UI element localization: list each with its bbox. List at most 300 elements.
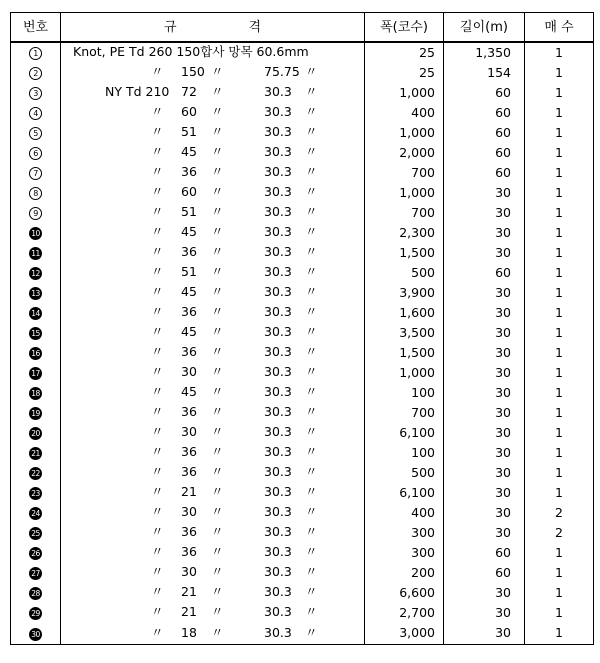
spec-mesh: 30.3 (264, 544, 292, 559)
spec-cell (61, 63, 365, 83)
spec-mesh: 30.3 (264, 164, 292, 179)
row-number-cell (11, 183, 61, 203)
length-cell (444, 223, 525, 243)
row-number-cell (11, 323, 61, 343)
spec-mesh: 75.75 (264, 64, 300, 79)
table-row (11, 323, 594, 343)
count-value: 1 (525, 83, 594, 103)
spec-ditto-2: 〃 (211, 84, 224, 99)
row-number-cell (11, 523, 61, 543)
spec-mesh: 30.3 (264, 404, 292, 419)
spec-ditto-3: 〃 (305, 104, 318, 119)
width-value: 1,000 (399, 124, 435, 140)
spec-cell (61, 443, 365, 463)
table-row (11, 243, 594, 263)
spec-ditto-1: 〃 (151, 164, 164, 179)
spec-ply: 150 (181, 64, 205, 79)
row-number-cell (11, 123, 61, 143)
spec-line (61, 183, 364, 203)
spec-line (61, 603, 364, 623)
width-cell (365, 403, 444, 423)
spec-line (61, 43, 364, 63)
row-number: 12 (29, 267, 42, 280)
width-cell (365, 423, 444, 443)
row-number-cell (11, 403, 61, 423)
spec-ditto-3: 〃 (305, 444, 318, 459)
length-cell (444, 583, 525, 603)
spec-cell (61, 563, 365, 583)
table-row (11, 403, 594, 423)
length-cell (444, 283, 525, 303)
count-value: 1 (525, 403, 594, 423)
row-number: 27 (29, 567, 42, 580)
spec-ditto-3: 〃 (305, 184, 318, 199)
spec-ditto-1: 〃 (151, 64, 164, 79)
spec-mesh: 30.3 (264, 284, 292, 299)
row-number: 7 (29, 167, 42, 180)
row-number: 14 (29, 307, 42, 320)
spec-ditto-3: 〃 (305, 404, 318, 419)
spec-ditto-2: 〃 (211, 404, 224, 419)
spec-mesh: 30.3 (264, 384, 292, 399)
spec-ditto-2: 〃 (211, 204, 224, 219)
width-cell (365, 623, 444, 645)
table-row (11, 423, 594, 443)
width-value: 6,100 (399, 424, 435, 440)
spec-ditto-1: 〃 (151, 624, 164, 640)
length-cell (444, 203, 525, 223)
length-cell (444, 143, 525, 163)
width-value: 6,100 (399, 484, 435, 500)
spec-mesh: 30.3 (264, 324, 292, 339)
spec-cell (61, 203, 365, 223)
spec-ditto-2: 〃 (211, 344, 224, 359)
spec-mesh: 30.3 (264, 484, 292, 499)
width-cell (365, 83, 444, 103)
spec-line (61, 383, 364, 403)
header-count: 매 수 (525, 13, 594, 43)
spec-line (61, 243, 364, 263)
length-value: 60 (495, 264, 511, 280)
row-number-cell (11, 163, 61, 183)
length-value: 30 (495, 224, 511, 240)
row-number: 4 (29, 107, 42, 120)
spec-ditto-3: 〃 (305, 264, 318, 279)
spec-line (61, 443, 364, 463)
row-number: 5 (29, 127, 42, 140)
spec-mesh: 30.3 (264, 224, 292, 239)
width-cell (365, 223, 444, 243)
spec-ply: 51 (181, 124, 197, 139)
width-value: 400 (411, 104, 435, 120)
width-cell (365, 343, 444, 363)
count-value: 1 (525, 223, 594, 243)
row-number-cell (11, 463, 61, 483)
count-value: 1 (525, 243, 594, 263)
spec-ditto-1: 〃 (151, 464, 164, 479)
width-cell (365, 443, 444, 463)
spec-mesh: 30.3 (264, 184, 292, 199)
length-cell (444, 463, 525, 483)
spec-ply: 36 (181, 404, 197, 419)
width-cell (365, 583, 444, 603)
spec-ditto-2: 〃 (211, 624, 224, 640)
spec-cell (61, 423, 365, 443)
spec-mesh: 30.3 (264, 204, 292, 219)
spec-cell (61, 583, 365, 603)
width-cell (365, 283, 444, 303)
spec-cell (61, 503, 365, 523)
row-number-cell (11, 423, 61, 443)
table-row (11, 603, 594, 623)
row-number-cell (11, 563, 61, 583)
table-row (11, 543, 594, 563)
spec-mesh: 30.3 (264, 444, 292, 459)
spec-ply: 30 (181, 504, 197, 519)
table-row (11, 363, 594, 383)
table-row (11, 443, 594, 463)
spec-mesh: 30.3 (264, 424, 292, 439)
count-value: 1 (525, 283, 594, 303)
row-number: 10 (29, 227, 42, 240)
spec-cell (61, 323, 365, 343)
spec-line (61, 363, 364, 383)
row-number-cell (11, 303, 61, 323)
spec-ply: 36 (181, 344, 197, 359)
length-cell (444, 363, 525, 383)
row-number-cell (11, 223, 61, 243)
count-value: 1 (525, 203, 594, 223)
width-cell (365, 363, 444, 383)
row-number-cell (11, 203, 61, 223)
width-value: 25 (419, 44, 435, 60)
spec-ply: 60 (181, 184, 197, 199)
spec-line (61, 323, 364, 343)
spec-ditto-3: 〃 (305, 504, 318, 519)
width-value: 2,000 (399, 144, 435, 160)
spec-line (61, 463, 364, 483)
spec-ply: 45 (181, 324, 197, 339)
spec-ditto-1: 〃 (151, 424, 164, 439)
spec-mesh: 30.3 (264, 504, 292, 519)
width-cell (365, 563, 444, 583)
length-cell (444, 483, 525, 503)
length-cell (444, 563, 525, 583)
spec-line (61, 583, 364, 603)
count-value: 1 (525, 603, 594, 623)
spec-ditto-2: 〃 (211, 544, 224, 559)
spec-ditto-3: 〃 (305, 344, 318, 359)
spec-ditto-1: 〃 (151, 304, 164, 319)
row-number: 19 (29, 407, 42, 420)
spec-cell (61, 403, 365, 423)
spec-line (61, 403, 364, 423)
spec-mesh: 30.3 (264, 564, 292, 579)
spec-ditto-2: 〃 (211, 364, 224, 379)
row-number-cell (11, 343, 61, 363)
row-number-cell (11, 103, 61, 123)
length-cell (444, 623, 525, 645)
count-value: 1 (525, 323, 594, 343)
row-number: 3 (29, 87, 42, 100)
count-value: 1 (525, 183, 594, 203)
spec-cell (61, 163, 365, 183)
spec-cell (61, 263, 365, 283)
width-value: 1,000 (399, 364, 435, 380)
spec-mesh: 30.3 (264, 124, 292, 139)
spec-ditto-1: 〃 (151, 124, 164, 139)
spec-line (61, 83, 364, 103)
table-row (11, 183, 594, 203)
spec-material: NY Td 210 (105, 84, 170, 99)
table-row (11, 223, 594, 243)
width-cell (365, 123, 444, 143)
spec-ditto-2: 〃 (211, 244, 224, 259)
length-value: 30 (495, 384, 511, 400)
length-cell (444, 323, 525, 343)
table-row (11, 283, 594, 303)
spec-cell (61, 83, 365, 103)
length-value: 30 (495, 404, 511, 420)
width-value: 1,600 (399, 304, 435, 320)
spec-ditto-3: 〃 (305, 64, 318, 79)
spec-ply: 21 (181, 484, 197, 499)
spec-ditto-3: 〃 (305, 424, 318, 439)
row-number-cell (11, 143, 61, 163)
row-number: 16 (29, 347, 42, 360)
spec-ditto-2: 〃 (211, 384, 224, 399)
width-cell (365, 383, 444, 403)
table-row (11, 483, 594, 503)
spec-ditto-2: 〃 (211, 564, 224, 579)
spec-ditto-2: 〃 (211, 144, 224, 159)
header-spec-1: 규 (163, 19, 177, 35)
row-number: 21 (29, 447, 42, 460)
length-value: 30 (495, 304, 511, 320)
count-value: 1 (525, 463, 594, 483)
spec-line (61, 624, 364, 644)
spec-line (61, 123, 364, 143)
count-value: 1 (525, 583, 594, 603)
table-row (11, 383, 594, 403)
row-number-cell (11, 543, 61, 563)
spec-line (61, 343, 364, 363)
row-number-cell (11, 483, 61, 503)
spec-ditto-3: 〃 (305, 524, 318, 539)
header-length: 길이(m) (444, 13, 525, 43)
row-number: 9 (29, 207, 42, 220)
spec-ditto-1: 〃 (151, 184, 164, 199)
spec-ditto-1: 〃 (151, 384, 164, 399)
row-number: 23 (29, 487, 42, 500)
width-cell (365, 543, 444, 563)
length-value: 30 (495, 184, 511, 200)
table-row (11, 503, 594, 523)
width-cell (365, 263, 444, 283)
row-number-cell (11, 243, 61, 263)
count-value: 1 (525, 123, 594, 143)
table-row (11, 123, 594, 143)
spec-ply: 51 (181, 264, 197, 279)
count-value: 1 (525, 623, 594, 645)
spec-cell (61, 603, 365, 623)
spec-ditto-3: 〃 (305, 564, 318, 579)
spec-ditto-2: 〃 (211, 284, 224, 299)
spec-mesh: 30.3 (264, 524, 292, 539)
length-cell (444, 123, 525, 143)
table-row (11, 203, 594, 223)
width-value: 3,000 (399, 625, 435, 641)
spec-mesh: 30.3 (264, 84, 292, 99)
width-value: 2,700 (399, 604, 435, 620)
row-number: 22 (29, 467, 42, 480)
width-value: 700 (411, 164, 435, 180)
length-value: 60 (495, 144, 511, 160)
row-number-cell (11, 283, 61, 303)
length-cell (444, 603, 525, 623)
length-cell (444, 83, 525, 103)
spec-ditto-1: 〃 (151, 244, 164, 259)
spec-cell (61, 143, 365, 163)
spec-line (61, 223, 364, 243)
width-cell (365, 42, 444, 63)
table-row (11, 263, 594, 283)
spec-cell (61, 123, 365, 143)
spec-ditto-2: 〃 (211, 584, 224, 599)
spec-line (61, 563, 364, 583)
width-cell (365, 143, 444, 163)
spec-cell (61, 223, 365, 243)
length-value: 30 (495, 324, 511, 340)
count-value: 1 (525, 363, 594, 383)
row-number: 25 (29, 527, 42, 540)
spec-cell (61, 623, 365, 645)
table-row (11, 343, 594, 363)
spec-mesh: 30.3 (264, 244, 292, 259)
spec-line (61, 503, 364, 523)
row-number: 17 (29, 367, 42, 380)
spec-ditto-1: 〃 (151, 344, 164, 359)
length-value: 60 (495, 544, 511, 560)
width-value: 500 (411, 264, 435, 280)
row-number: 6 (29, 147, 42, 160)
width-value: 1,500 (399, 244, 435, 260)
spec-ply: 45 (181, 224, 197, 239)
length-value: 30 (495, 625, 511, 641)
spec-ditto-1: 〃 (151, 204, 164, 219)
spec-ditto-2: 〃 (211, 444, 224, 459)
spec-ditto-3: 〃 (305, 464, 318, 479)
spec-ditto-1: 〃 (151, 284, 164, 299)
spec-line (61, 103, 364, 123)
width-value: 1,500 (399, 344, 435, 360)
length-value: 60 (495, 124, 511, 140)
length-cell (444, 163, 525, 183)
spec-mesh: 30.3 (264, 344, 292, 359)
count-value: 1 (525, 263, 594, 283)
spec-ditto-3: 〃 (305, 484, 318, 499)
width-value: 700 (411, 404, 435, 420)
length-cell (444, 42, 525, 63)
spec-ditto-2: 〃 (211, 604, 224, 619)
width-cell (365, 63, 444, 83)
spec-mesh: 30.3 (264, 144, 292, 159)
row-number-cell (11, 42, 61, 63)
length-value: 30 (495, 524, 511, 540)
spec-ditto-1: 〃 (151, 364, 164, 379)
spec-mesh: 30.3 (264, 624, 292, 640)
count-value: 1 (525, 543, 594, 563)
spec-ditto-2: 〃 (211, 104, 224, 119)
table-row (11, 463, 594, 483)
spec-ply: 21 (181, 584, 197, 599)
row-number: 28 (29, 587, 42, 600)
spec-ditto-1: 〃 (151, 524, 164, 539)
header-spec-2: 격 (248, 19, 262, 35)
length-cell (444, 523, 525, 543)
header-width: 폭(코수) (365, 13, 444, 43)
spec-cell (61, 543, 365, 563)
length-cell (444, 403, 525, 423)
spec-full: Knot, PE Td 260 150합사 망목 60.6mm (73, 44, 309, 59)
length-cell (444, 443, 525, 463)
length-value: 60 (495, 84, 511, 100)
spec-ply: 36 (181, 304, 197, 319)
spec-cell (61, 523, 365, 543)
spec-ditto-1: 〃 (151, 264, 164, 279)
spec-ditto-3: 〃 (305, 284, 318, 299)
spec-ditto-2: 〃 (211, 164, 224, 179)
table-row (11, 63, 594, 83)
count-value: 1 (525, 443, 594, 463)
length-cell (444, 423, 525, 443)
length-cell (444, 343, 525, 363)
row-number-cell (11, 603, 61, 623)
width-value: 2,300 (399, 224, 435, 240)
spec-ditto-2: 〃 (211, 464, 224, 479)
spec-line (61, 423, 364, 443)
width-cell (365, 323, 444, 343)
length-cell (444, 543, 525, 563)
length-cell (444, 303, 525, 323)
spec-mesh: 30.3 (264, 264, 292, 279)
row-number: 1 (29, 47, 42, 60)
length-value: 30 (495, 484, 511, 500)
count-value: 2 (525, 503, 594, 523)
width-cell (365, 163, 444, 183)
length-value: 30 (495, 504, 511, 520)
row-number-cell (11, 583, 61, 603)
length-cell (444, 63, 525, 83)
spec-ditto-3: 〃 (305, 144, 318, 159)
spec-ditto-1: 〃 (151, 564, 164, 579)
width-value: 300 (411, 524, 435, 540)
spec-cell (61, 283, 365, 303)
row-number-cell (11, 63, 61, 83)
spec-cell (61, 483, 365, 503)
row-number: 13 (29, 287, 42, 300)
spec-ply: 36 (181, 444, 197, 459)
length-value: 30 (495, 424, 511, 440)
spec-ply: 45 (181, 144, 197, 159)
row-number-cell (11, 263, 61, 283)
row-number-cell (11, 363, 61, 383)
spec-mesh: 30.3 (264, 584, 292, 599)
row-number: 20 (29, 427, 42, 440)
spec-ply: 51 (181, 204, 197, 219)
spec-ditto-1: 〃 (151, 144, 164, 159)
count-value: 1 (525, 303, 594, 323)
